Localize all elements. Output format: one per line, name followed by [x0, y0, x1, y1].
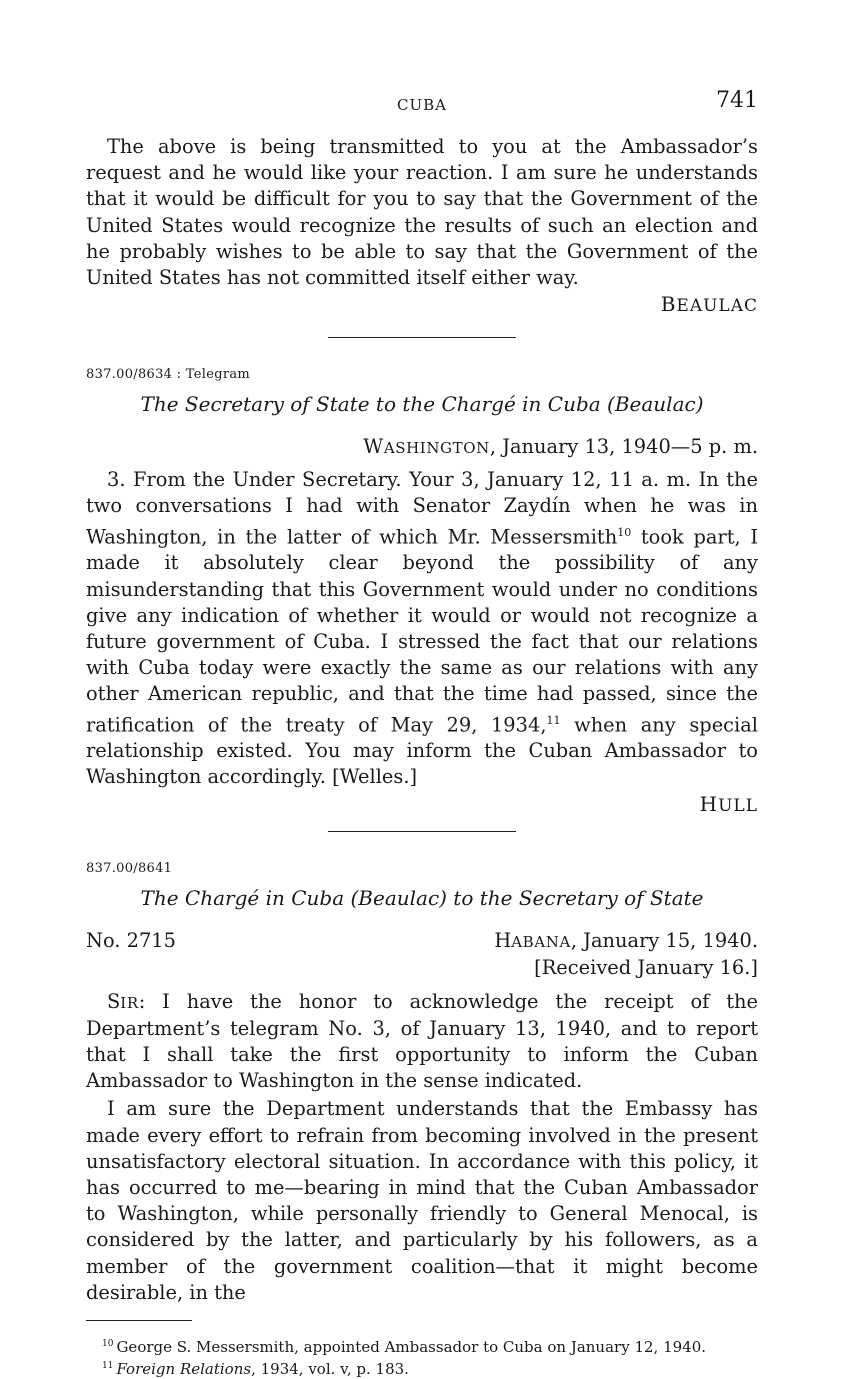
dateline: WASHINGTON, January 13, 1940—5 p. m. [363, 435, 758, 459]
section-divider [328, 337, 516, 338]
closing-paragraph: The above is being transmitted to you at the Ambassador’s request and he would like your reaction. I am sure he understands that it would be difficult for you to say that the Government of the United States would recognize the results of such an election and he probably wishes to be able to say that the Government of the United States has not committed itself either way. [86, 135, 758, 290]
signature-hull: HULL [699, 791, 758, 816]
signature-beaulac: BEAULAC [660, 292, 758, 317]
document-title: The Chargé in Cuba (Beaulac) to the Secretary of State [140, 885, 704, 910]
despatch-paragraph-2: I am sure the Department understands that the Embassy has made every effort to refrain from becoming involved in the present unsatisfactory electoral situation. In accordance with this policy, it has occurred to me—bearing in mind that the Cuban Ambassador to Washington, while personally friendly to General Menocal, is considered by the latter, and particularly by his followers, as a member of the government coalition—that it might become desirable, in the [86, 1097, 758, 1304]
telegram-body: 3. From the Under Secretary. Your 3, January 12, 11 a. m. In the two conversations I had with Senator Zaydín when he was in Washington, in the latter of which Mr. Messersmith$^{10}$ took part, I made it absolutely clear beyond the possibility of any misunderstanding that this Government would under no conditions give any indication of whether it would or would not recognize a future government of Cuba. I stressed the fact that our relations with Cuba today were exactly the same as our relations with any other American republic, and that the time had passed, since the ratification of the treaty of May 29, 1934,11 when any special relationship existed. You may inform the Cuban Ambassador to Washington accordingly. [Welles.] [86, 468, 758, 789]
dateline: HABANA, January 15, 1940. [494, 928, 758, 952]
running-head: CUBA [397, 96, 447, 114]
footnote-10: $^{10}$ George S. Messersmith, appointed Ambassador to Cuba on January 12, 1940. [102, 1338, 707, 1357]
document-title: The Secretary of State to the Chargé in Cuba (Beaulac) [140, 392, 704, 417]
page-header [86, 88, 758, 118]
page-number: 741 [716, 88, 758, 113]
section-divider [328, 831, 516, 832]
despatch-number: No. 2715 [86, 928, 176, 952]
footnote-11: $^{11}$ Foreign Relations, 1934, vol. v, p. 183. [102, 1360, 409, 1379]
footnote-ref-10[interactable]: 10 [617, 525, 632, 539]
despatch-header [86, 928, 758, 955]
despatch-paragraph-1: SIR: I have the honor to acknowledge the receipt of the Department’s telegram No. 3, of January 13, 1940, and to report that I shall take the first opportunity to inform the Cuban Ambassador to Washington in the sense indicated. [86, 989, 758, 1093]
file-number: 837.00/8634 : Telegram [86, 367, 251, 383]
file-number: 837.00/8641 [86, 860, 173, 876]
document-page [86, 88, 758, 1379]
footnote-ref-11[interactable]: 11 [546, 713, 561, 727]
received-date: [Received January 16.] [534, 955, 758, 979]
footnote-divider [86, 1320, 192, 1321]
